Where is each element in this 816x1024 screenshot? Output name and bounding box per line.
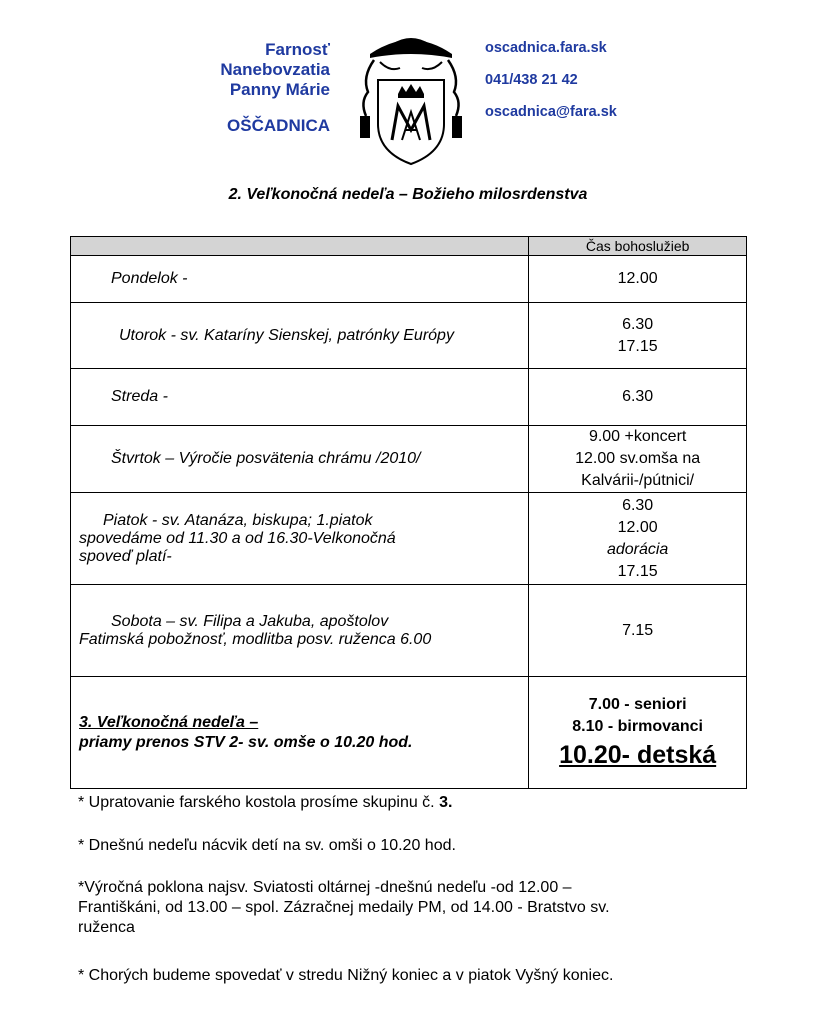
day-label: spovedáme od 11.30 a od 16.30-Velkonočná — [79, 529, 396, 547]
table-row — [71, 426, 747, 493]
parish-name-line1: Farnosť — [265, 40, 330, 59]
note-adoration: *Výročná poklona najsv. Sviatosti oltárnej -dnešnú nedeľu -od 12.00 – Františkáni, od 13.00 – spol. Zázračnej medaily PM, od 14.00 - Bratstvo sv. ruženca — [78, 879, 610, 936]
time-value: 8.10 - birmovanci — [572, 717, 703, 735]
table-row — [71, 493, 747, 585]
day-label: Piatok - sv. Atanáza, biskupa; 1.piatok — [103, 511, 373, 529]
table-header-day — [71, 237, 529, 256]
parish-town: OŠČADNICA — [227, 116, 330, 135]
day-label: Fatimská pobožnosť, modlitba posv. ruženca 6.00 — [79, 630, 432, 648]
time-value: 12.00 — [617, 270, 658, 287]
time-value: 12.00 sv.omša na — [575, 450, 701, 467]
day-label: Pondelok - — [111, 270, 188, 287]
day-label: Utorok - sv. Kataríny Sienskej, patrónky Európy — [119, 326, 454, 344]
note-cleaning: * Upratovanie farského kostola prosíme skupinu č. 3. — [78, 794, 453, 811]
parish-name-block — [180, 40, 330, 136]
service-schedule-table — [70, 236, 747, 789]
email-link[interactable]: oscadnica@fara.sk — [485, 104, 617, 120]
time-value: 7.00 - seniori — [588, 695, 687, 713]
day-label: spoveď platí- — [79, 547, 172, 565]
note-rehearsal: * Dnešnú nedeľu nácvik detí na sv. omši o 10.20 hod. — [78, 837, 456, 854]
time-value: 17.15 — [617, 337, 658, 355]
table-row — [71, 369, 747, 426]
website-link[interactable]: oscadnica.fara.sk — [485, 40, 607, 56]
parish-name-line2: Nanebovzatia — [220, 60, 330, 79]
table-header-time: Čas bohoslužieb — [529, 237, 747, 256]
time-value: 7.15 — [622, 621, 654, 639]
phone-number: 041/438 21 42 — [485, 72, 578, 88]
table-header-row — [71, 237, 747, 256]
coat-of-arms-icon — [340, 32, 482, 167]
day-label: Sobota – sv. Filipa a Jakuba, apoštolov — [111, 612, 389, 630]
contact-block — [485, 40, 617, 136]
day-label: Štvrtok – Výročie posvätenia chrámu /2010/ — [111, 450, 421, 467]
page-title: 2. Veľkonočná nedeľa – Božieho milosrdenstva — [228, 186, 588, 203]
time-value: adorácia — [606, 540, 669, 558]
table-row — [71, 256, 747, 303]
table-row — [71, 303, 747, 369]
time-value: 10.20- detská — [559, 740, 717, 769]
time-value: 12.00 — [617, 518, 658, 536]
table-row — [71, 585, 747, 677]
parish-name-line3: Panny Márie — [229, 80, 330, 99]
day-label: Streda - — [111, 388, 168, 405]
day-label: 3. Veľkonočná nedeľa – — [79, 713, 259, 731]
time-value: 6.30 — [622, 496, 654, 514]
table-row — [71, 677, 747, 789]
time-value: 6.30 — [622, 315, 654, 333]
time-value: 17.15 — [617, 562, 658, 580]
day-label: priamy prenos STV 2- sv. omše o 10.20 hod. — [79, 733, 413, 751]
time-value: 6.30 — [622, 388, 654, 405]
time-value: 9.00 +koncert — [588, 428, 687, 445]
time-value: Kalvárii-/pútnici/ — [581, 472, 695, 489]
note-confession: * Chorých budeme spovedať v stredu Nižný koniec a v piatok Vyšný koniec. — [78, 967, 614, 984]
